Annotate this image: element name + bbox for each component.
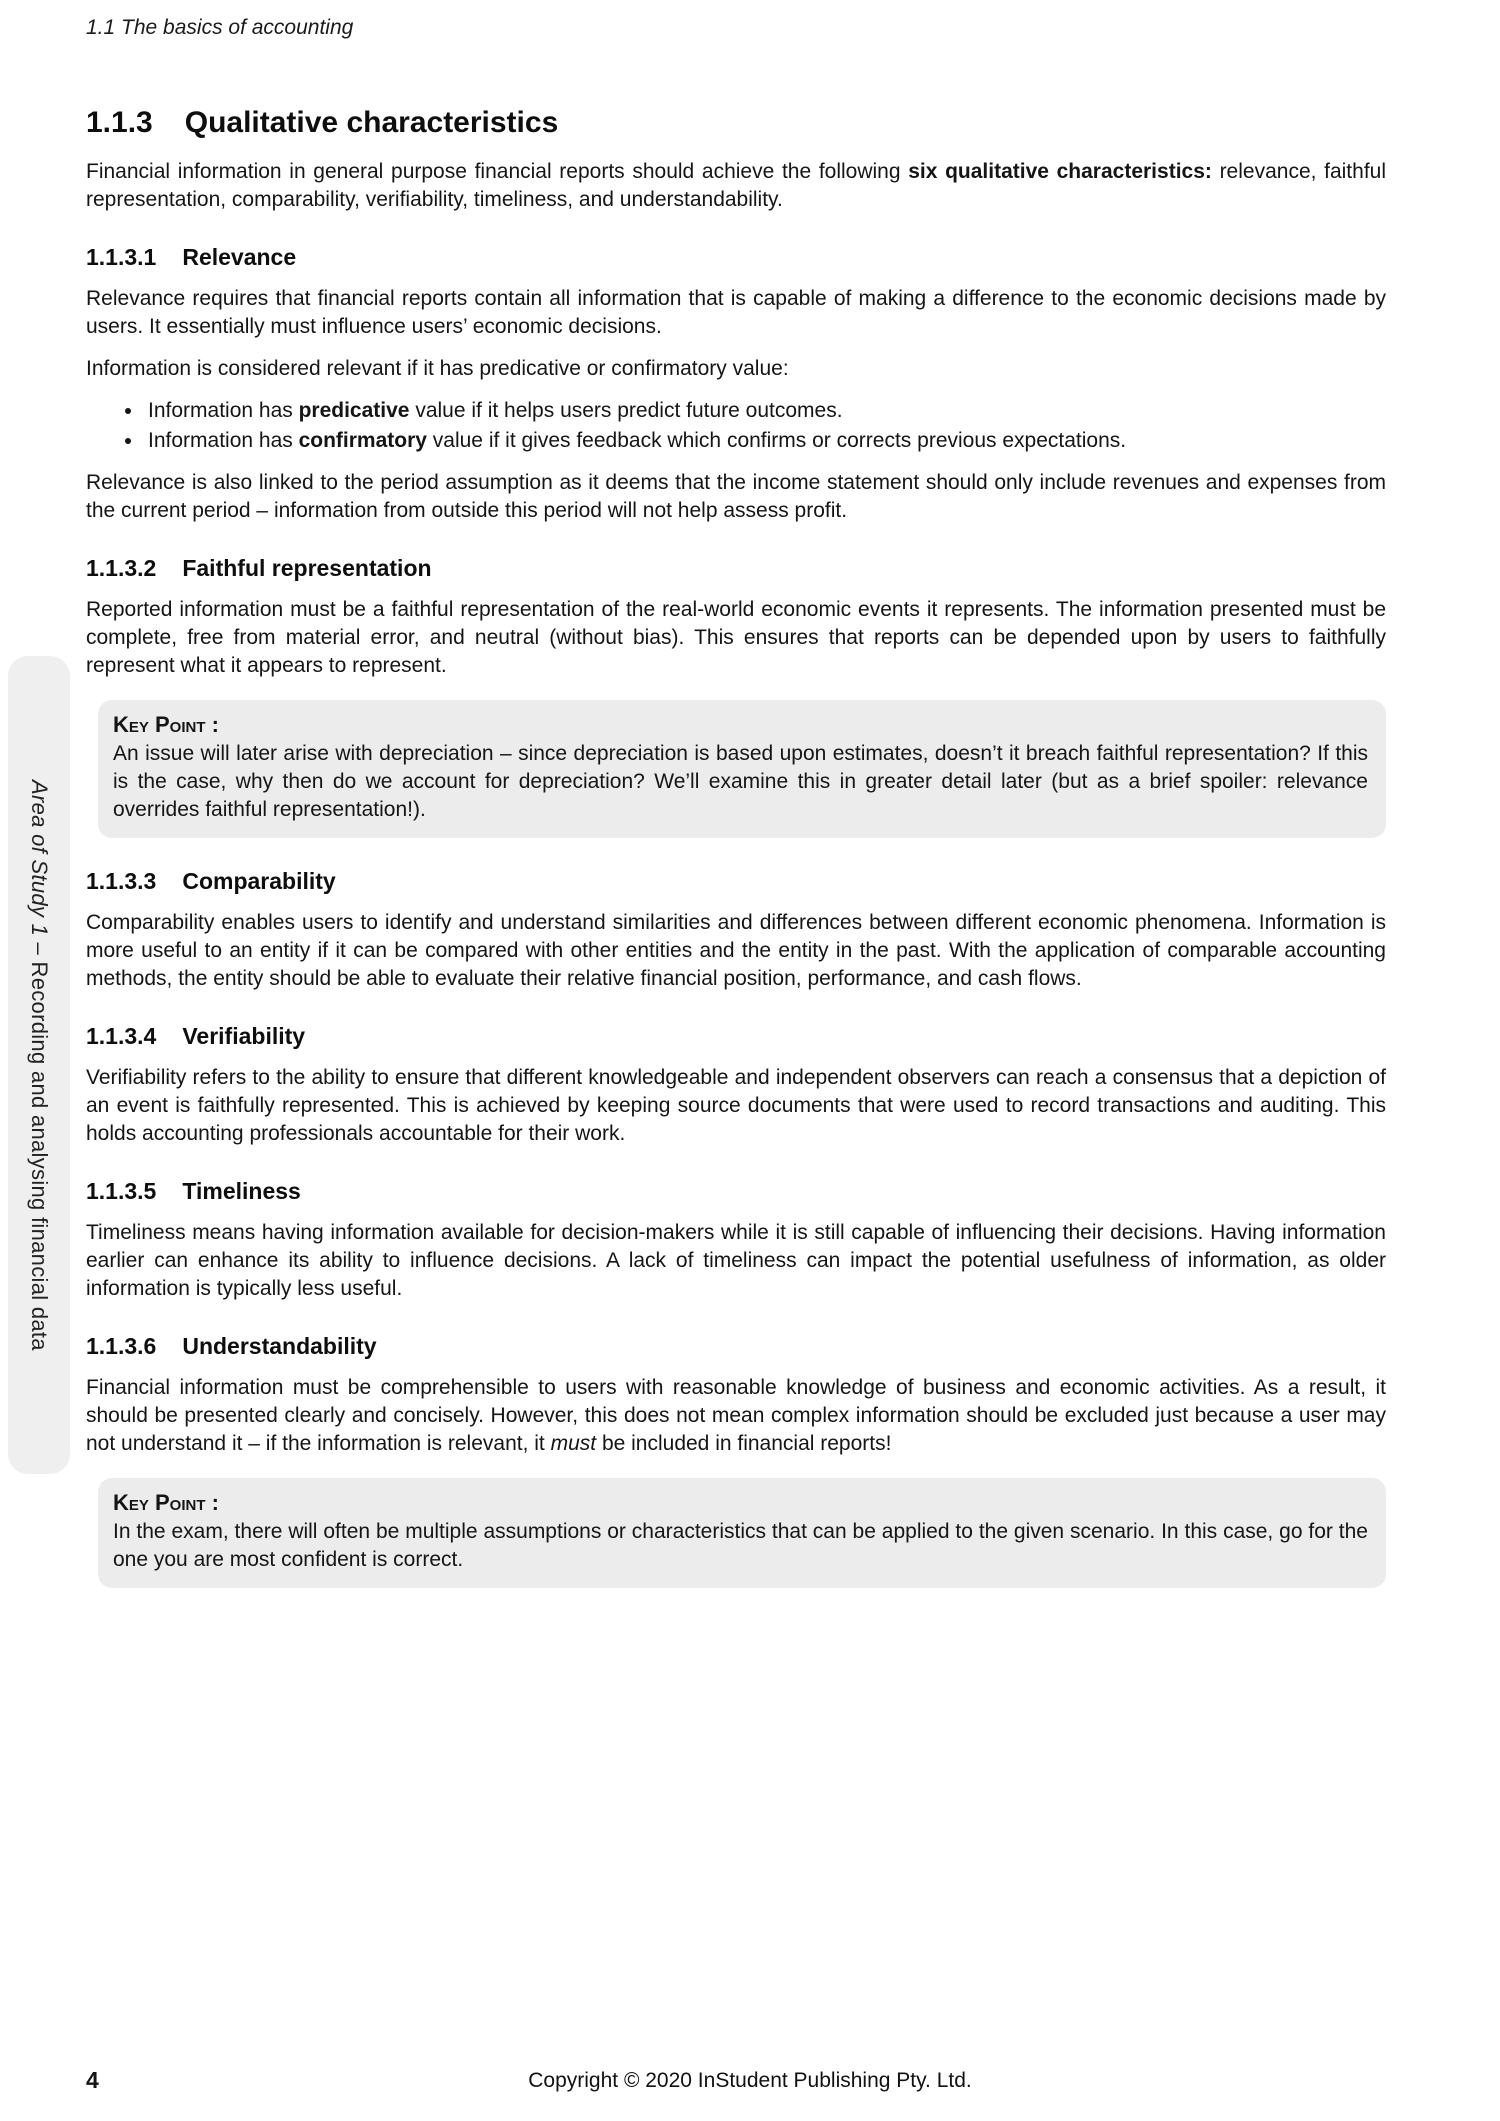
subsection-heading-relevance (86, 244, 1386, 271)
subsection-title: Timeliness (182, 1178, 301, 1204)
key-point-label: Key Point : (113, 712, 219, 737)
page-number: 4 (86, 2067, 99, 2093)
copyright-line: Copyright © 2020 InStudent Publishing Pty. Ltd. (528, 2069, 972, 2092)
bullet-list (86, 397, 1386, 455)
subsection-number: 1.1.3.5 (86, 1178, 157, 1204)
key-point-text: An issue will later arise with depreciation – since depreciation is based upon estimates, doesn’t it breach faithful representation? If this is the case, why then do we account for depreciation? We’ll examine this in greater detail later (but as a brief spoiler: relevance overrides faithful representation!). (113, 742, 1368, 821)
paragraph: Reported information must be a faithful representation of the real-world economic events it represents. The information presented must be complete, free from material error, and neutral (without bias). This ensures that reports can be depended upon by users to faithfully represent what it appears to represent. (86, 598, 1386, 677)
bullet-item: • Information has predicative value if it helps users predict future outcomes. (144, 397, 1386, 425)
bullet-item: • Information has confirmatory value if it gives feedback which confirms or corrects previous expectations. (144, 427, 1386, 455)
subsection-title: Faithful representation (182, 555, 432, 581)
running-header: 1.1 The basics of accounting (86, 16, 354, 39)
paragraph: Relevance is also linked to the period assumption as it deems that the income statement should only include revenues and expenses from the current period – information from outside this period will not help assess profit. (86, 471, 1386, 522)
subsection-number: 1.1.3.3 (86, 868, 157, 894)
chapter-spine-label: Area of Study 1 – Recording and analysing financial data (27, 779, 52, 1351)
key-point-label: Key Point : (113, 1490, 219, 1515)
page-content (86, 0, 1386, 1612)
section-intro: Financial information in general purpose financial reports should achieve the following six qualitative characteristics: relevance, faithful representation, comparability, verifiability, timeliness, and understandability. (86, 160, 1387, 211)
subsection-heading-comparability (86, 868, 1386, 895)
subsection-title: Understandability (182, 1333, 377, 1359)
key-point-box (98, 700, 1386, 838)
subsection-heading-timeliness (86, 1178, 1386, 1205)
subsection-title: Verifiability (182, 1023, 306, 1049)
subsection-number: 1.1.3.2 (86, 555, 157, 581)
key-point-text: In the exam, there will often be multiple assumptions or characteristics that can be applied to the given scenario. In this case, go for the one you are most confident is correct. (113, 1520, 1368, 1571)
subsection-title: Comparability (182, 868, 336, 894)
chapter-spine-tab (8, 656, 70, 1474)
paragraph: Comparability enables users to identify and understand similarities and differences between different economic phenomena. Information is more useful to an entity if it can be compared with other entities and the entity in the past. With the application of comparable accounting methods, the entity should be able to evaluate their relative financial position, performance, and cash flows. (86, 911, 1386, 990)
paragraph: Financial information must be comprehensible to users with reasonable knowledge of business and economic activities. As a result, it should be presented clearly and concisely. However, this does not mean complex information should be excluded just because a user may not understand it – if the information is relevant, it must be included in financial reports! (86, 1376, 1386, 1455)
key-point-box (98, 1478, 1386, 1588)
paragraph: Relevance requires that financial reports contain all information that is capable of making a difference to the economic decisions made by users. It essentially must influence users’ economic decisions. (86, 287, 1386, 338)
subsection-heading-understandability (86, 1333, 1386, 1360)
paragraph: Timeliness means having information available for decision-makers while it is still capable of influencing their decisions. Having information earlier can enhance its ability to influence decisions. A lack of timeliness can impact the potential usefulness of information, as older information is typically less useful. (86, 1221, 1386, 1300)
page-footer (0, 2067, 1500, 2097)
subsection-heading-verifiability (86, 1023, 1386, 1050)
subsection-number: 1.1.3.1 (86, 244, 157, 270)
paragraph: Verifiability refers to the ability to ensure that different knowledgeable and independent observers can reach a consensus that a depiction of an event is faithfully represented. This is achieved by keeping source documents that were used to record transactions and auditing. This holds accounting professionals accountable for their work. (86, 1066, 1386, 1145)
section-title: Qualitative characteristics (184, 106, 559, 139)
section-number: 1.1.3 (86, 106, 153, 139)
paragraph: Information is considered relevant if it has predicative or confirmatory value: (86, 357, 789, 380)
subsection-title: Relevance (182, 244, 297, 270)
section-heading (86, 106, 1386, 140)
subsection-number: 1.1.3.6 (86, 1333, 157, 1359)
subsection-number: 1.1.3.4 (86, 1023, 157, 1049)
subsection-heading-faithful-representation (86, 555, 1386, 582)
